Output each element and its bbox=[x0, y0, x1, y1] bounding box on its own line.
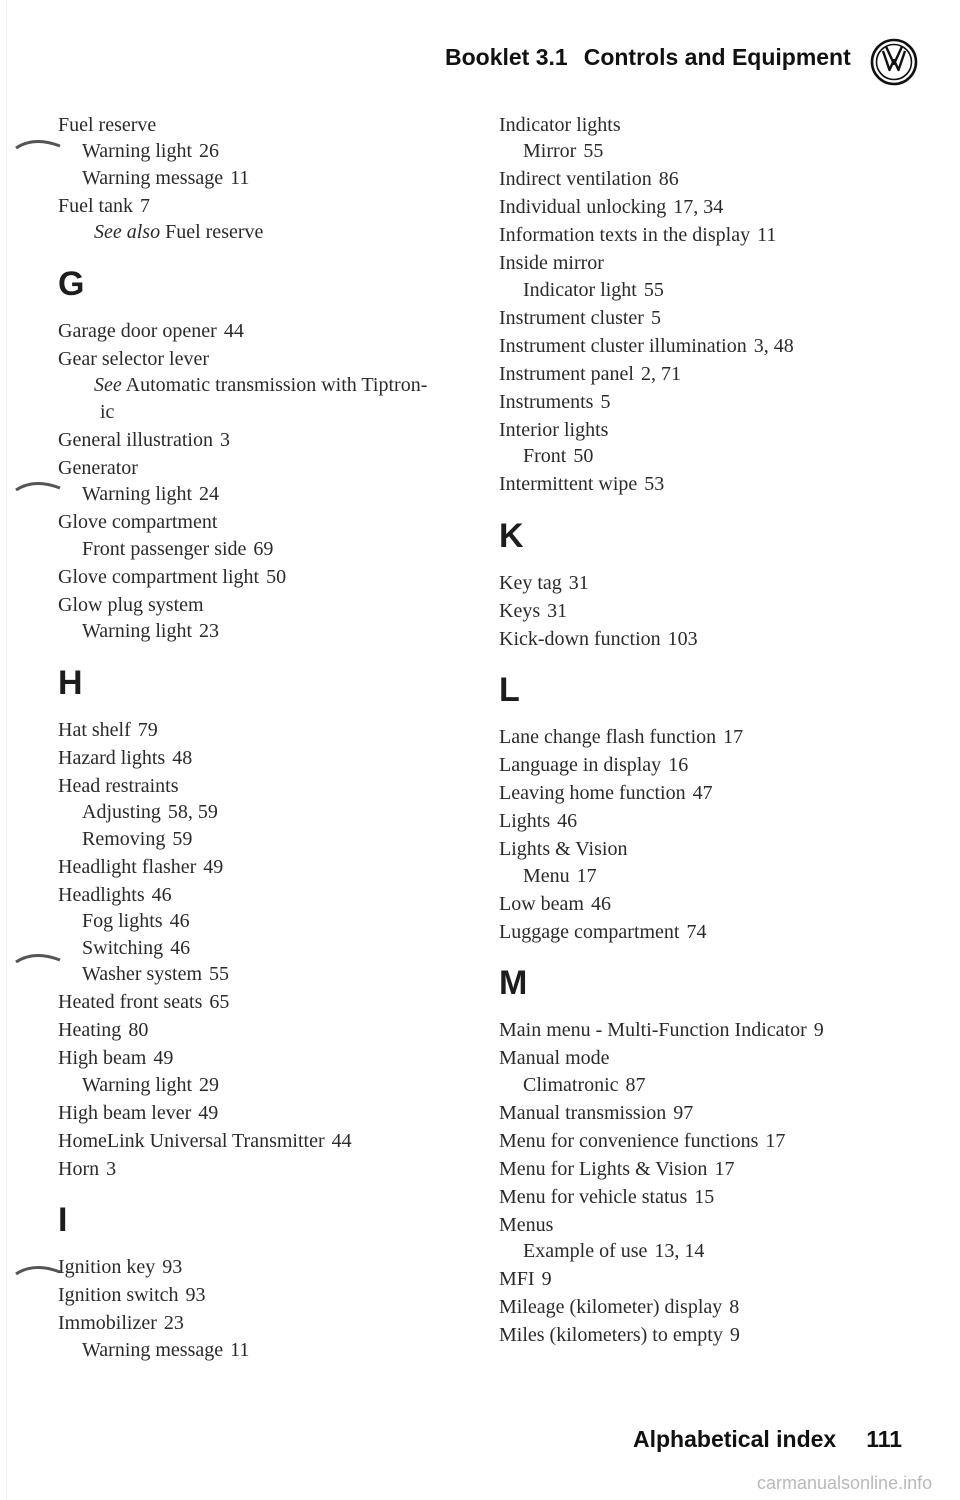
index-entry bbox=[499, 1017, 899, 1044]
entry-text: Front passenger side bbox=[82, 537, 247, 560]
page-ref: 53 bbox=[644, 473, 665, 495]
entry-text: Warning message bbox=[82, 166, 224, 189]
entry-text: Fog lights bbox=[82, 910, 163, 932]
page-header bbox=[445, 44, 851, 71]
entry-text: Heating bbox=[58, 1019, 122, 1041]
entry-text: General illustration bbox=[58, 428, 213, 451]
index-subentry bbox=[58, 165, 458, 192]
index-subentry bbox=[58, 908, 458, 935]
page-ref: 49 bbox=[153, 1047, 174, 1069]
page-ref: 46 bbox=[170, 936, 191, 959]
page-ref: 93 bbox=[162, 1256, 183, 1278]
page-number: 111 bbox=[866, 1426, 903, 1452]
page-ref: 31 bbox=[547, 599, 568, 622]
section-letter: I bbox=[58, 1201, 68, 1239]
index-entry bbox=[58, 112, 458, 139]
index-entry bbox=[499, 1128, 899, 1155]
entry-text: Hazard lights bbox=[58, 746, 166, 769]
entry-text: Lights & Vision bbox=[499, 838, 628, 860]
index-entry bbox=[499, 112, 899, 139]
entry-text: Kick-down function bbox=[499, 627, 661, 650]
index-entry bbox=[58, 1045, 458, 1072]
entry-text: Headlight flasher bbox=[58, 855, 197, 878]
index-entry bbox=[499, 361, 899, 388]
entry-text: Main menu - Multi-Function Indicator bbox=[499, 1019, 807, 1041]
entry-text: Menu bbox=[523, 864, 570, 887]
page-ref: 69 bbox=[253, 537, 274, 560]
page-ref: 9 bbox=[541, 1268, 552, 1290]
entry-text: Lights bbox=[499, 810, 551, 832]
index-entry bbox=[499, 166, 899, 193]
index-entry bbox=[499, 1322, 899, 1349]
entry-text: Leaving home function bbox=[499, 782, 686, 804]
index-subentry bbox=[499, 277, 899, 304]
page-ref: 2, 71 bbox=[640, 362, 681, 385]
entry-text: Menu for vehicle status bbox=[499, 1185, 688, 1208]
page-ref: 24 bbox=[199, 483, 220, 505]
index-entry bbox=[499, 1212, 899, 1239]
index-continuation: ic bbox=[100, 400, 115, 423]
page-ref: 65 bbox=[209, 991, 230, 1013]
index-entry bbox=[499, 1184, 899, 1211]
index-entry bbox=[499, 1266, 899, 1293]
index-entry bbox=[58, 427, 458, 454]
index-entry bbox=[499, 891, 899, 918]
page-ref: 50 bbox=[573, 445, 594, 467]
entry-text: Instruments bbox=[499, 390, 594, 413]
entry-text: Menu for Lights & Vision bbox=[499, 1157, 708, 1180]
entry-text: Hat shelf bbox=[58, 718, 131, 741]
index-entry bbox=[58, 509, 458, 536]
page-ref: 48 bbox=[172, 746, 193, 769]
index-subentry bbox=[58, 481, 458, 508]
index-entry bbox=[58, 318, 458, 345]
index-subentry bbox=[499, 138, 899, 165]
entry-text: Ignition key bbox=[58, 1256, 156, 1278]
section-letter: L bbox=[499, 671, 520, 709]
entry-text: Indirect ventilation bbox=[499, 168, 652, 190]
entry-text: High beam lever bbox=[58, 1101, 192, 1124]
index-entry bbox=[58, 854, 458, 881]
entry-text: Language in display bbox=[499, 754, 662, 776]
page-ref: 29 bbox=[199, 1073, 220, 1096]
entry-text: Manual mode bbox=[499, 1047, 610, 1069]
page-ref: 11 bbox=[230, 166, 250, 189]
index-entry bbox=[499, 752, 899, 779]
watermark: carmanualsonline.info bbox=[757, 1473, 933, 1493]
entry-text: Low beam bbox=[499, 892, 584, 915]
page-ref: 55 bbox=[643, 278, 664, 301]
index-entry bbox=[58, 1310, 458, 1337]
page-ref: 49 bbox=[203, 855, 224, 878]
index-entry bbox=[499, 471, 899, 498]
entry-text: Instrument cluster illumination bbox=[499, 334, 747, 357]
page-ref: 5 bbox=[600, 390, 611, 413]
index-entry bbox=[499, 1294, 899, 1321]
entry-text: MFI bbox=[499, 1268, 535, 1290]
page-ref: 11 bbox=[230, 1338, 250, 1361]
page-ref: 44 bbox=[331, 1129, 352, 1152]
entry-text: High beam bbox=[58, 1047, 147, 1069]
index-entry bbox=[499, 836, 899, 863]
index-entry bbox=[499, 626, 899, 653]
index-entry bbox=[499, 1045, 899, 1072]
index-entry bbox=[499, 250, 899, 277]
index-entry bbox=[58, 773, 458, 800]
index-subentry bbox=[499, 1072, 899, 1099]
index-subentry bbox=[499, 1238, 899, 1265]
scan-mark bbox=[14, 136, 64, 150]
page-ref: 16 bbox=[668, 754, 689, 776]
page-ref: 31 bbox=[568, 571, 589, 594]
entry-text: Adjusting bbox=[82, 801, 161, 823]
index-subentry bbox=[499, 443, 899, 470]
see-reference bbox=[58, 219, 458, 246]
page-ref: 9 bbox=[729, 1324, 740, 1346]
see-target: Automatic transmission with Tiptron- bbox=[125, 374, 428, 396]
page-ref: 58, 59 bbox=[167, 801, 218, 823]
entry-text: Washer system bbox=[82, 963, 203, 985]
index-entry bbox=[499, 780, 899, 807]
index-column-right bbox=[499, 110, 899, 1349]
index-entry bbox=[58, 1282, 458, 1309]
entry-text: Glove compartment bbox=[58, 511, 218, 533]
entry-text: Climatronic bbox=[523, 1073, 619, 1096]
entry-text: Menus bbox=[499, 1213, 554, 1236]
index-entry bbox=[58, 1100, 458, 1127]
index-entry bbox=[499, 305, 899, 332]
page-ref: 11 bbox=[757, 224, 777, 246]
page-ref: 55 bbox=[583, 140, 604, 162]
index-entry bbox=[58, 882, 458, 909]
index-subentry bbox=[58, 826, 458, 853]
index-entry bbox=[58, 1017, 458, 1044]
entry-text: Gear selector lever bbox=[58, 347, 210, 370]
index-entry bbox=[499, 222, 899, 249]
page-ref: 93 bbox=[185, 1284, 206, 1306]
entry-text: Mirror bbox=[523, 140, 577, 162]
index-entry bbox=[58, 564, 458, 591]
index-subentry bbox=[58, 935, 458, 962]
page-ref: 23 bbox=[199, 620, 220, 642]
entry-text: Individual unlocking bbox=[499, 196, 667, 218]
page-ref: 5 bbox=[650, 306, 661, 329]
vw-logo-icon bbox=[870, 38, 918, 86]
index-entry bbox=[499, 724, 899, 751]
page-ref: 7 bbox=[140, 194, 150, 217]
index-entry bbox=[499, 808, 899, 835]
page-ref: 59 bbox=[172, 827, 193, 850]
entry-text: Warning light bbox=[82, 620, 193, 642]
entry-text: Warning light bbox=[82, 140, 193, 162]
entry-text: Glove compartment light bbox=[58, 565, 260, 588]
scan-mark bbox=[14, 1262, 64, 1276]
booklet-label: Booklet 3.1 bbox=[445, 44, 568, 70]
index-entry bbox=[499, 389, 899, 416]
entry-text: Keys bbox=[499, 599, 541, 622]
see-label: See bbox=[94, 374, 122, 396]
entry-text: Fuel reserve bbox=[58, 113, 157, 136]
page-ref: 80 bbox=[128, 1019, 149, 1041]
section-letter: K bbox=[499, 516, 524, 555]
scan-mark bbox=[14, 950, 64, 964]
page-ref: 86 bbox=[658, 168, 679, 190]
entry-text: Front bbox=[523, 445, 567, 467]
page-ref: 23 bbox=[163, 1312, 184, 1334]
index-entry bbox=[499, 417, 899, 444]
entry-text: Inside mirror bbox=[499, 252, 604, 274]
index-subentry bbox=[58, 1337, 458, 1364]
entry-text: Key tag bbox=[499, 571, 562, 594]
entry-text: Instrument cluster bbox=[499, 306, 644, 329]
entry-text: Generator bbox=[58, 456, 138, 479]
entry-text: Information texts in the display bbox=[499, 224, 751, 246]
section-letter: M bbox=[499, 964, 528, 1002]
entry-text: Menu for convenience functions bbox=[499, 1129, 759, 1152]
entry-text: Indicator light bbox=[523, 278, 637, 301]
index-subentry bbox=[58, 1072, 458, 1099]
entry-text: Warning light bbox=[82, 483, 193, 505]
page-ref: 17 bbox=[723, 726, 744, 748]
page-ref: 46 bbox=[151, 883, 172, 906]
page-ref: 3 bbox=[219, 428, 230, 451]
index-entry bbox=[58, 989, 458, 1016]
entry-text: Warning message bbox=[82, 1338, 224, 1361]
page-ref: 17 bbox=[765, 1129, 786, 1152]
page-ref: 74 bbox=[686, 920, 707, 943]
entry-text: Indicator lights bbox=[499, 113, 621, 136]
index-entry bbox=[499, 1100, 899, 1127]
index-subentry bbox=[58, 961, 458, 988]
see-target: Fuel reserve bbox=[165, 221, 264, 243]
page-ref: 44 bbox=[223, 319, 244, 342]
page-ref: 97 bbox=[673, 1101, 694, 1124]
entry-text: Miles (kilometers) to empty bbox=[499, 1324, 723, 1346]
entry-text: Warning light bbox=[82, 1073, 193, 1096]
index-entry bbox=[499, 570, 899, 597]
page-ref: 103 bbox=[667, 627, 698, 650]
index-entry bbox=[58, 717, 458, 744]
index-entry bbox=[499, 1156, 899, 1183]
index-subentry bbox=[58, 536, 458, 563]
entry-text: Heated front seats bbox=[58, 991, 203, 1013]
page-ref: 46 bbox=[590, 892, 611, 915]
index-entry bbox=[499, 598, 899, 625]
scan-mark bbox=[14, 478, 64, 492]
entry-text: Mileage (kilometer) display bbox=[499, 1296, 723, 1318]
entry-text: Switching bbox=[82, 936, 164, 959]
header-title: Controls and Equipment bbox=[583, 44, 851, 70]
entry-text: Lane change flash function bbox=[499, 726, 717, 748]
page-ref: 49 bbox=[198, 1101, 219, 1124]
index-entry bbox=[58, 1128, 458, 1155]
page-ref: 46 bbox=[557, 810, 578, 832]
page-ref: 55 bbox=[209, 963, 230, 985]
index-entry bbox=[58, 1156, 458, 1183]
page-ref: 50 bbox=[266, 565, 287, 588]
footer-section: Alphabetical index bbox=[633, 1426, 837, 1452]
entry-text: Instrument panel bbox=[499, 362, 634, 385]
page-ref: 46 bbox=[169, 910, 190, 932]
index-entry bbox=[58, 1254, 458, 1281]
entry-text: HomeLink Universal Transmitter bbox=[58, 1129, 325, 1152]
entry-text: Fuel tank bbox=[58, 194, 133, 217]
page-ref: 17 bbox=[714, 1157, 735, 1180]
page-ref: 13, 14 bbox=[654, 1240, 705, 1262]
entry-text: Glow plug system bbox=[58, 593, 204, 616]
index-subentry bbox=[58, 138, 458, 165]
page-ref: 87 bbox=[625, 1073, 646, 1096]
page-ref: 3 bbox=[106, 1157, 117, 1180]
section-letter: G bbox=[58, 264, 85, 303]
entry-text: Head restraints bbox=[58, 774, 179, 797]
page-ref: 9 bbox=[813, 1019, 824, 1041]
page-ref: 17 bbox=[576, 864, 597, 887]
page-footer bbox=[633, 1426, 902, 1453]
page-ref: 47 bbox=[692, 782, 713, 804]
entry-text: Headlights bbox=[58, 883, 145, 906]
entry-text: Ignition switch bbox=[58, 1284, 179, 1306]
index-entry bbox=[58, 193, 458, 220]
entry-text: Horn bbox=[58, 1157, 100, 1180]
page-ref: 8 bbox=[729, 1296, 740, 1318]
index-entry bbox=[499, 194, 899, 221]
entry-text: Example of use bbox=[523, 1240, 648, 1262]
page-ref: 3, 48 bbox=[753, 334, 794, 357]
section-letter: H bbox=[58, 663, 83, 702]
entry-text: Interior lights bbox=[499, 418, 609, 441]
page-ref: 15 bbox=[694, 1185, 715, 1208]
entry-text: Garage door opener bbox=[58, 319, 217, 342]
index-subentry bbox=[58, 618, 458, 645]
entry-text: Luggage compartment bbox=[499, 920, 680, 943]
page-ref: 17, 34 bbox=[673, 196, 724, 218]
index-column-left bbox=[58, 110, 458, 1363]
entry-text: Removing bbox=[82, 827, 166, 850]
index-subentry bbox=[499, 863, 899, 890]
index-entry bbox=[58, 592, 458, 619]
entry-text: Immobilizer bbox=[58, 1312, 157, 1334]
see-label: See also bbox=[94, 221, 161, 243]
index-subentry bbox=[58, 799, 458, 826]
page-edge-shadow bbox=[6, 0, 7, 1500]
index-entry bbox=[499, 333, 899, 360]
see-reference bbox=[58, 372, 458, 399]
page-ref: 79 bbox=[137, 718, 158, 741]
index-entry bbox=[58, 745, 458, 772]
entry-text: Manual transmission bbox=[499, 1101, 667, 1124]
page-ref: 26 bbox=[199, 140, 220, 162]
index-entry bbox=[499, 919, 899, 946]
index-entry bbox=[58, 346, 458, 373]
entry-text: Intermittent wipe bbox=[499, 473, 638, 495]
index-entry bbox=[58, 455, 458, 482]
